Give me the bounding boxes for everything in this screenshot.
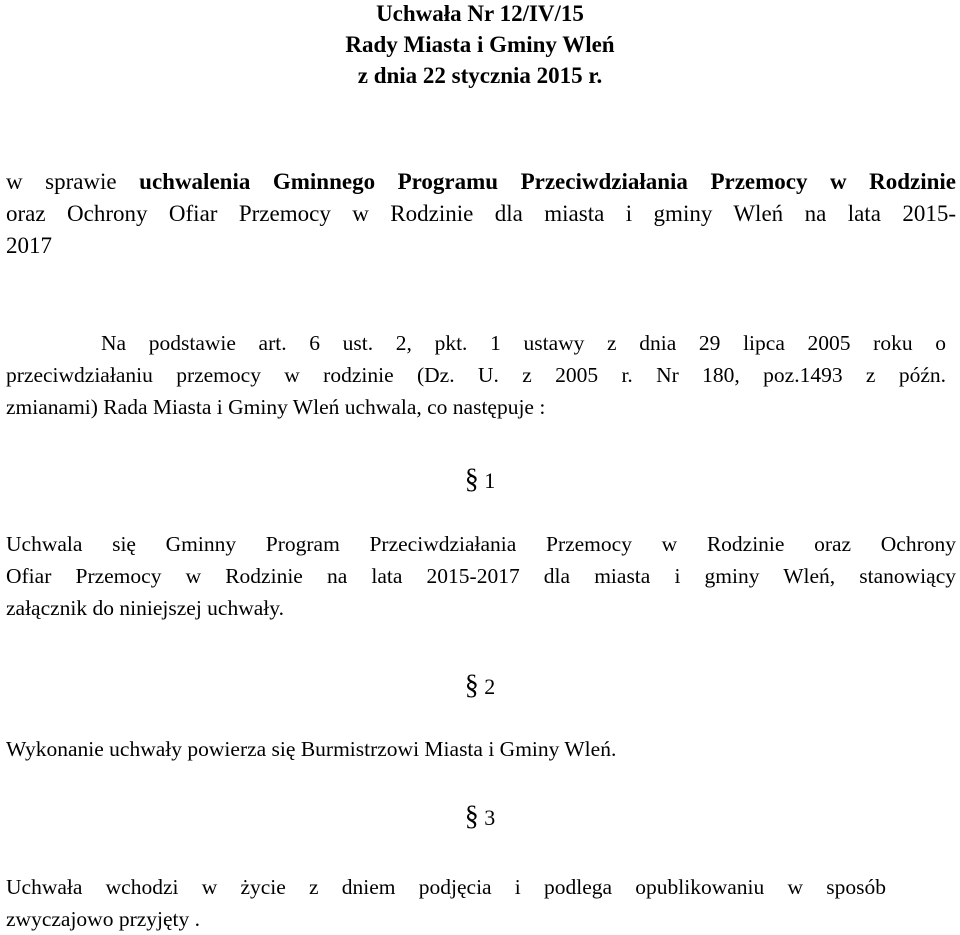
section-number: 1: [484, 468, 496, 493]
section-sign: §: [464, 464, 479, 495]
section-2-line-1: Wykonanie uchwały powierza się Burmistrzowi Miasta i Gminy Wleń.: [6, 737, 617, 761]
section-2-heading: [0, 672, 960, 701]
resolution-date: z dnia 22 stycznia 2015 r.: [357, 63, 603, 88]
resolution-subject: [6, 166, 956, 262]
section-3-line-1: Uchwała wchodzi w życie z dniem podjęcia i podlega opublikowaniu w sposób: [6, 875, 886, 899]
subject-line-1: uchwalenia Gminnego Programu Przeciwdziałania Przemocy w Rodzinie: [139, 169, 956, 194]
section-2-text: [6, 733, 956, 765]
subject-line-3: 2017: [6, 233, 52, 258]
resolution-title: Uchwała Nr 12/IV/15: [376, 1, 584, 26]
section-number: 3: [484, 805, 496, 830]
subject-line-2: oraz Ochrony Ofiar Przemocy w Rodzinie dla miasta i gminy Wleń na lata 2015-: [6, 201, 956, 226]
section-3-line-2: zwyczajowo przyjęty .: [6, 907, 201, 931]
preamble: [6, 327, 946, 423]
section-1-line-3: załącznik do niniejszej uchwały.: [6, 596, 284, 620]
section-3-heading: [0, 803, 960, 832]
preamble-line-3: zmianami) Rada Miasta i Gminy Wleń uchwala, co następuje :: [6, 395, 546, 419]
section-1-line-2: Ofiar Przemocy w Rodzinie na lata 2015-2017 dla miasta i gminy Wleń, stanowiący: [6, 564, 956, 588]
section-1-line-1: Uchwala się Gminny Program Przeciwdziałania Przemocy w Rodzinie oraz Ochrony: [6, 532, 956, 556]
section-sign: §: [464, 801, 479, 832]
section-1-heading: [0, 466, 960, 495]
resolution-issuer: Rady Miasta i Gminy Wleń: [345, 32, 615, 57]
section-sign: §: [464, 670, 479, 701]
preamble-line-2: przeciwdziałaniu przemocy w rodzinie (Dz. U. z 2005 r. Nr 180, poz.1493 z późn.: [6, 363, 946, 387]
preamble-line-1: Na podstawie art. 6 ust. 2, pkt. 1 ustawy z dnia 29 lipca 2005 roku o: [101, 331, 946, 355]
section-3-text: [6, 871, 886, 935]
section-1-text: [6, 528, 956, 624]
subject-prefix: w sprawie: [6, 169, 140, 194]
section-number: 2: [484, 674, 496, 699]
